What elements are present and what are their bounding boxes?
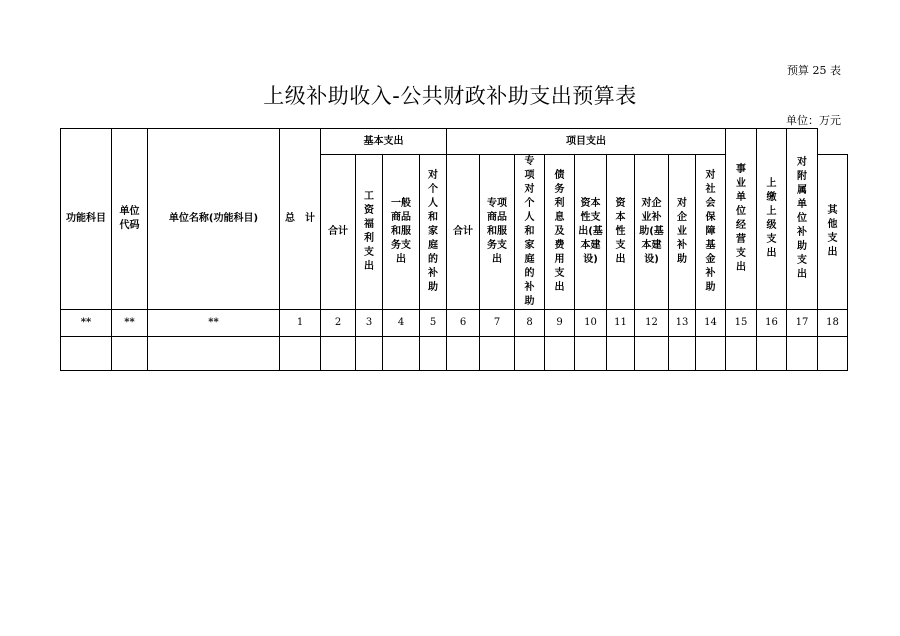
data-cell xyxy=(383,337,420,371)
data-cell xyxy=(818,337,848,371)
code-cell: 14 xyxy=(696,310,726,337)
code-cell: 10 xyxy=(575,310,607,337)
code-cell: 5 xyxy=(420,310,447,337)
data-cell xyxy=(696,337,726,371)
data-cell xyxy=(61,337,112,371)
code-row xyxy=(61,310,848,337)
code-cell: 18 xyxy=(818,310,848,337)
header-enterprise-construction: 对企业补助(基本建设) xyxy=(635,155,669,310)
header-basic-group: 基本支出 xyxy=(321,129,447,155)
code-cell: 9 xyxy=(545,310,575,337)
unit-label: 单位：万元 xyxy=(786,114,841,127)
code-cell: 6 xyxy=(447,310,480,337)
header-capital-construction: 资本性支出(基本建设) xyxy=(575,155,607,310)
blank-row xyxy=(61,337,848,371)
header-special-personal: 专项对个人和家庭的补助 xyxy=(515,155,545,310)
code-cell: ** xyxy=(112,310,148,337)
header-other: 其他支出 xyxy=(818,155,848,310)
code-cell: 4 xyxy=(383,310,420,337)
header-salary: 工资福利支出 xyxy=(356,155,383,310)
data-cell xyxy=(321,337,356,371)
data-cell xyxy=(148,337,280,371)
header-total: 总 计 xyxy=(280,129,321,310)
header-basic-sum: 合计 xyxy=(321,155,356,310)
header-goods-services: 一般商品和服务支出 xyxy=(383,155,420,310)
code-cell: 13 xyxy=(669,310,696,337)
code-cell: 15 xyxy=(726,310,757,337)
data-cell xyxy=(575,337,607,371)
code-cell: 8 xyxy=(515,310,545,337)
code-cell: 16 xyxy=(757,310,787,337)
data-cell xyxy=(515,337,545,371)
code-cell: 7 xyxy=(480,310,515,337)
data-cell xyxy=(447,337,480,371)
data-cell xyxy=(112,337,148,371)
header-social-security: 对社会保障基金补助 xyxy=(696,155,726,310)
data-cell xyxy=(280,337,321,371)
code-cell: 12 xyxy=(635,310,669,337)
form-number: 预算 25 表 xyxy=(787,64,841,77)
data-cell xyxy=(607,337,635,371)
code-cell: 11 xyxy=(607,310,635,337)
data-cell xyxy=(356,337,383,371)
header-subsidiary: 对附属单位补助支出 xyxy=(787,129,818,310)
header-hand-over: 上缴上级支出 xyxy=(757,129,787,310)
page-title: 上级补助收入-公共财政补助支出预算表 xyxy=(263,84,637,108)
data-cell xyxy=(726,337,757,371)
code-cell: 1 xyxy=(280,310,321,337)
header-debt-interest: 债务利息及费用支出 xyxy=(545,155,575,310)
header-func-code: 功能科目 xyxy=(61,129,112,310)
header-unit-name: 单位名称(功能科目) xyxy=(148,129,280,310)
header-enterprise: 对企业补助 xyxy=(669,155,696,310)
header-special-goods: 专项商品和服务支出 xyxy=(480,155,515,310)
header-unit-code: 单位代码 xyxy=(112,129,148,310)
header-project-group: 项目支出 xyxy=(447,129,726,155)
code-cell: 2 xyxy=(321,310,356,337)
code-cell: 17 xyxy=(787,310,818,337)
code-cell: ** xyxy=(148,310,280,337)
data-cell xyxy=(420,337,447,371)
data-cell xyxy=(480,337,515,371)
code-cell: ** xyxy=(61,310,112,337)
data-cell xyxy=(757,337,787,371)
data-cell xyxy=(635,337,669,371)
budget-table xyxy=(60,128,848,371)
data-cell xyxy=(669,337,696,371)
header-institution-operation: 事业单位经营支出 xyxy=(726,129,757,310)
data-cell xyxy=(545,337,575,371)
header-project-sum: 合计 xyxy=(447,155,480,310)
header-personal-family: 对个人和家庭的补助 xyxy=(420,155,447,310)
code-cell: 3 xyxy=(356,310,383,337)
data-cell xyxy=(787,337,818,371)
header-capital: 资本性支出 xyxy=(607,155,635,310)
